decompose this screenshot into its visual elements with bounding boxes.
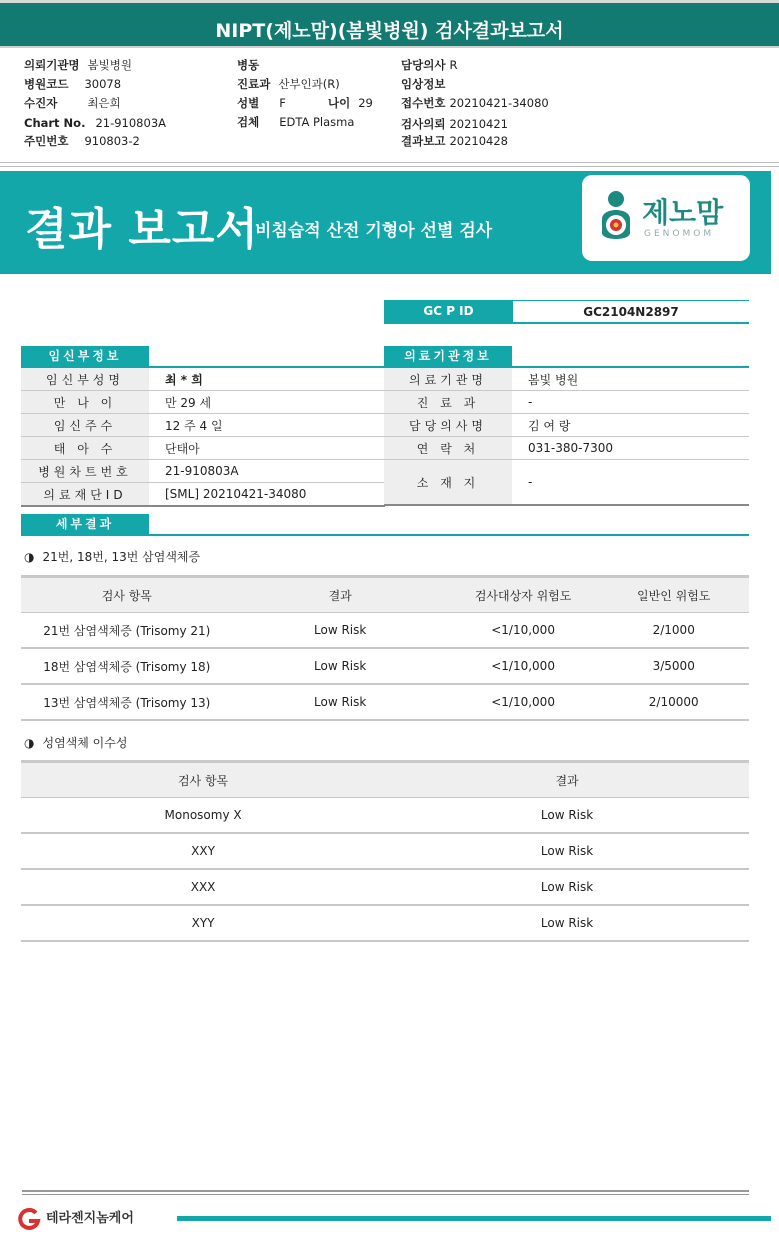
banner-subtitle: 비침습적 산전 기형아 선별 검사 [255, 221, 493, 241]
sex-chromosome-heading-text: 성염색체 이수성 [42, 736, 128, 750]
table-row [384, 391, 749, 414]
row-value: 만 29 세 [149, 391, 385, 414]
row-value: 12 주 4 일 [149, 414, 385, 437]
header-patient: 수진자 최은희 [24, 96, 121, 110]
column-header: 결과 [385, 762, 749, 798]
column-header: 검사 항목 [21, 762, 385, 798]
table-cell: Low Risk [233, 648, 448, 684]
table-row [384, 414, 749, 437]
table-row [21, 869, 749, 905]
table-row [384, 437, 749, 460]
table-cell: XXY [21, 833, 385, 869]
gcp-id-label: GC P ID [384, 300, 513, 322]
column-header: 검사 항목 [21, 577, 233, 613]
row-label: 임신부성명 [21, 368, 149, 391]
header-department: 진료과 산부인과(R) [237, 77, 340, 91]
row-value: - [512, 460, 749, 506]
table-cell: Low Risk [233, 613, 448, 649]
company-logo-icon [16, 1208, 42, 1230]
half-circle-icon: ◑ [24, 736, 35, 750]
divider [0, 162, 779, 163]
table-cell: 2/10000 [598, 684, 749, 720]
banner-title: 결과 보고서 [25, 204, 259, 255]
row-value: 031-380-7300 [512, 437, 749, 460]
table-row [21, 414, 385, 437]
table-cell: <1/10,000 [448, 613, 599, 649]
table-cell: Monosomy X [21, 798, 385, 834]
footer-divider [22, 1190, 749, 1192]
trisomy-heading-text: 21번, 18번, 13번 삼염색체증 [42, 550, 201, 564]
table-row [21, 648, 749, 684]
row-label: 임신주수 [21, 414, 149, 437]
gcp-id-value: GC2104N2897 [513, 300, 749, 322]
header-ward: 병동 [237, 58, 260, 72]
sex-chromosome-table [21, 760, 749, 942]
table-cell: 21번 삼염색체증 (Trisomy 21) [21, 613, 233, 649]
gcp-underline [384, 322, 749, 324]
table-cell: XYY [21, 905, 385, 941]
header-id-number: 주민번호 910803-2 [24, 134, 140, 148]
institution-info-table [384, 368, 749, 506]
header-clinical-info: 임상정보 [401, 77, 446, 91]
column-header: 검사대상자 위험도 [448, 577, 599, 613]
table-cell: Low Risk [385, 905, 749, 941]
table-cell: Low Risk [385, 869, 749, 905]
row-value: 김 여 랑 [512, 414, 749, 437]
row-label: 만 나 이 [21, 391, 149, 414]
table-row [21, 368, 385, 391]
row-value: 봄빛 병원 [512, 368, 749, 391]
report-title-bar [0, 0, 779, 48]
pregnancy-info-table [21, 368, 385, 507]
logo-english-text: GENOMOM [644, 229, 715, 239]
table-cell: 13번 삼염색체증 (Trisomy 13) [21, 684, 233, 720]
row-value: 단태아 [149, 437, 385, 460]
table-header-row [21, 577, 749, 613]
table-header-row [21, 762, 749, 798]
header-specimen: 검체 EDTA Plasma [237, 115, 355, 129]
row-label: 연 락 처 [384, 437, 512, 460]
header-result-report: 결과보고 20210428 [401, 134, 508, 148]
table-row [21, 798, 749, 834]
table-cell: Low Risk [233, 684, 448, 720]
table-cell: XXX [21, 869, 385, 905]
header-hospital-code: 병원코드 30078 [24, 77, 122, 91]
report-banner [0, 171, 771, 274]
header-receipt-no: 접수번호 20210421-34080 [401, 96, 549, 110]
half-circle-icon: ◑ [24, 550, 35, 564]
row-label: 태 아 수 [21, 437, 149, 460]
tab-detail-results: 세부결과 [21, 514, 149, 534]
header-age: 나이 29 [328, 96, 373, 110]
header-doctor: 담당의사 R [401, 58, 458, 72]
row-label: 의료기관명 [384, 368, 512, 391]
table-row [384, 460, 749, 506]
header-sex: 성별 F [237, 96, 286, 110]
table-row [21, 833, 749, 869]
header-chart-no: Chart No. 21-910803A [24, 116, 167, 130]
header-test-request: 검사의뢰 20210421 [401, 117, 508, 131]
table-cell: Low Risk [385, 798, 749, 834]
row-label: 의료재단ID [21, 483, 149, 507]
table-row [21, 437, 385, 460]
column-header: 일반인 위험도 [598, 577, 749, 613]
tab-institution-info: 의료기관정보 [384, 346, 512, 366]
sex-chromosome-heading [24, 734, 127, 751]
row-label: 소 재 지 [384, 460, 512, 506]
trisomy-table [21, 575, 749, 721]
row-value: 최 * 희 [149, 368, 385, 391]
table-cell: 3/5000 [598, 648, 749, 684]
footer-accent-bar [177, 1216, 771, 1221]
table-cell: 2/1000 [598, 613, 749, 649]
table-row [21, 684, 749, 720]
table-row [384, 368, 749, 391]
company-logo [16, 1207, 134, 1230]
table-cell: 18번 삼염색체증 (Trisomy 18) [21, 648, 233, 684]
company-name: 테라젠지놈케어 [46, 1211, 134, 1226]
row-label: 담당의사명 [384, 414, 512, 437]
divider [0, 166, 779, 167]
table-row [21, 613, 749, 649]
logo-korean-text: 제노맘 [642, 196, 724, 229]
tab-pregnancy-info: 임신부정보 [21, 346, 149, 366]
report-title: NIPT(제노맘)(봄빛병원) 검사결과보고서 [215, 20, 564, 42]
footer-divider [22, 1194, 749, 1195]
genomom-logo-icon [594, 189, 638, 245]
table-cell: <1/10,000 [448, 648, 599, 684]
section-line [21, 534, 749, 536]
row-value: 21-910803A [149, 460, 385, 483]
row-label: 병원차트번호 [21, 460, 149, 483]
trisomy-heading [24, 548, 200, 565]
table-row [21, 391, 385, 414]
column-header: 결과 [233, 577, 448, 613]
row-label: 진 료 과 [384, 391, 512, 414]
row-value: [SML] 20210421-34080 [149, 483, 385, 507]
table-cell: <1/10,000 [448, 684, 599, 720]
table-row [21, 905, 749, 941]
genomom-logo [582, 175, 750, 261]
table-cell: Low Risk [385, 833, 749, 869]
table-row [21, 483, 385, 507]
row-value: - [512, 391, 749, 414]
header-institution: 의뢰기관명 봄빛병원 [24, 58, 132, 72]
table-row [21, 460, 385, 483]
